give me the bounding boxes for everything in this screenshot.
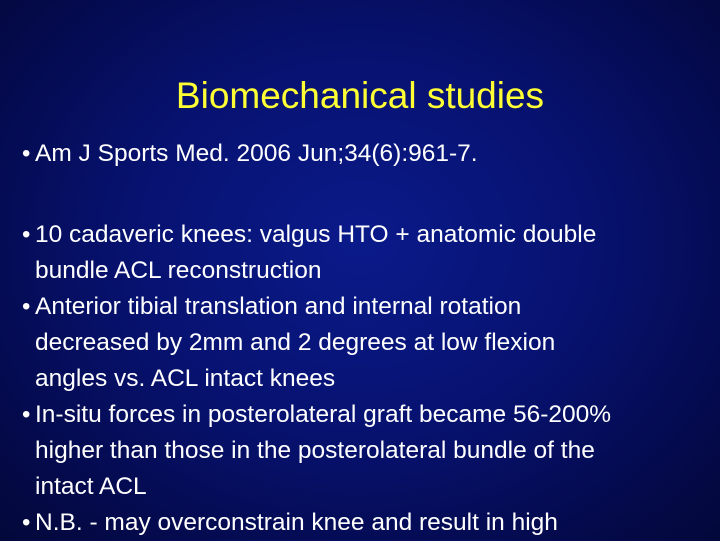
bullet-line: Anterior tibial translation and internal rotation (35, 293, 522, 320)
bullet-line: In-situ forces in posterolateral graft became 56-200% (35, 401, 612, 428)
bullet-line: bundle ACL reconstruction (35, 257, 322, 284)
bullet-line: 10 cadaveric knees: valgus HTO + anatomic double (35, 221, 597, 248)
bullet-line: angles vs. ACL intact knees (35, 365, 336, 392)
bullet-text (35, 289, 715, 397)
bullet-dot: • (22, 509, 31, 536)
bullet-line: N.B. - may overconstrain knee and result in high (35, 509, 558, 536)
bullet-dot: • (22, 293, 31, 320)
bullet-text (35, 397, 715, 505)
bullet-line: higher than those in the posterolateral bundle of the (35, 437, 595, 464)
bullet-line: intact ACL (35, 473, 147, 500)
bullet-line: decreased by 2mm and 2 degrees at low flexion (35, 329, 556, 356)
bullet-text (35, 217, 715, 289)
bullet-dot: • (22, 401, 31, 428)
slide-title: Biomechanical studies (175, 75, 545, 116)
bullet-text (35, 136, 715, 172)
bullet-dot: • (22, 140, 31, 167)
bullet-line: Am J Sports Med. 2006 Jun;34(6):961-7. (35, 140, 478, 167)
bullet-dot: • (22, 221, 31, 248)
bullet-text (35, 505, 715, 541)
